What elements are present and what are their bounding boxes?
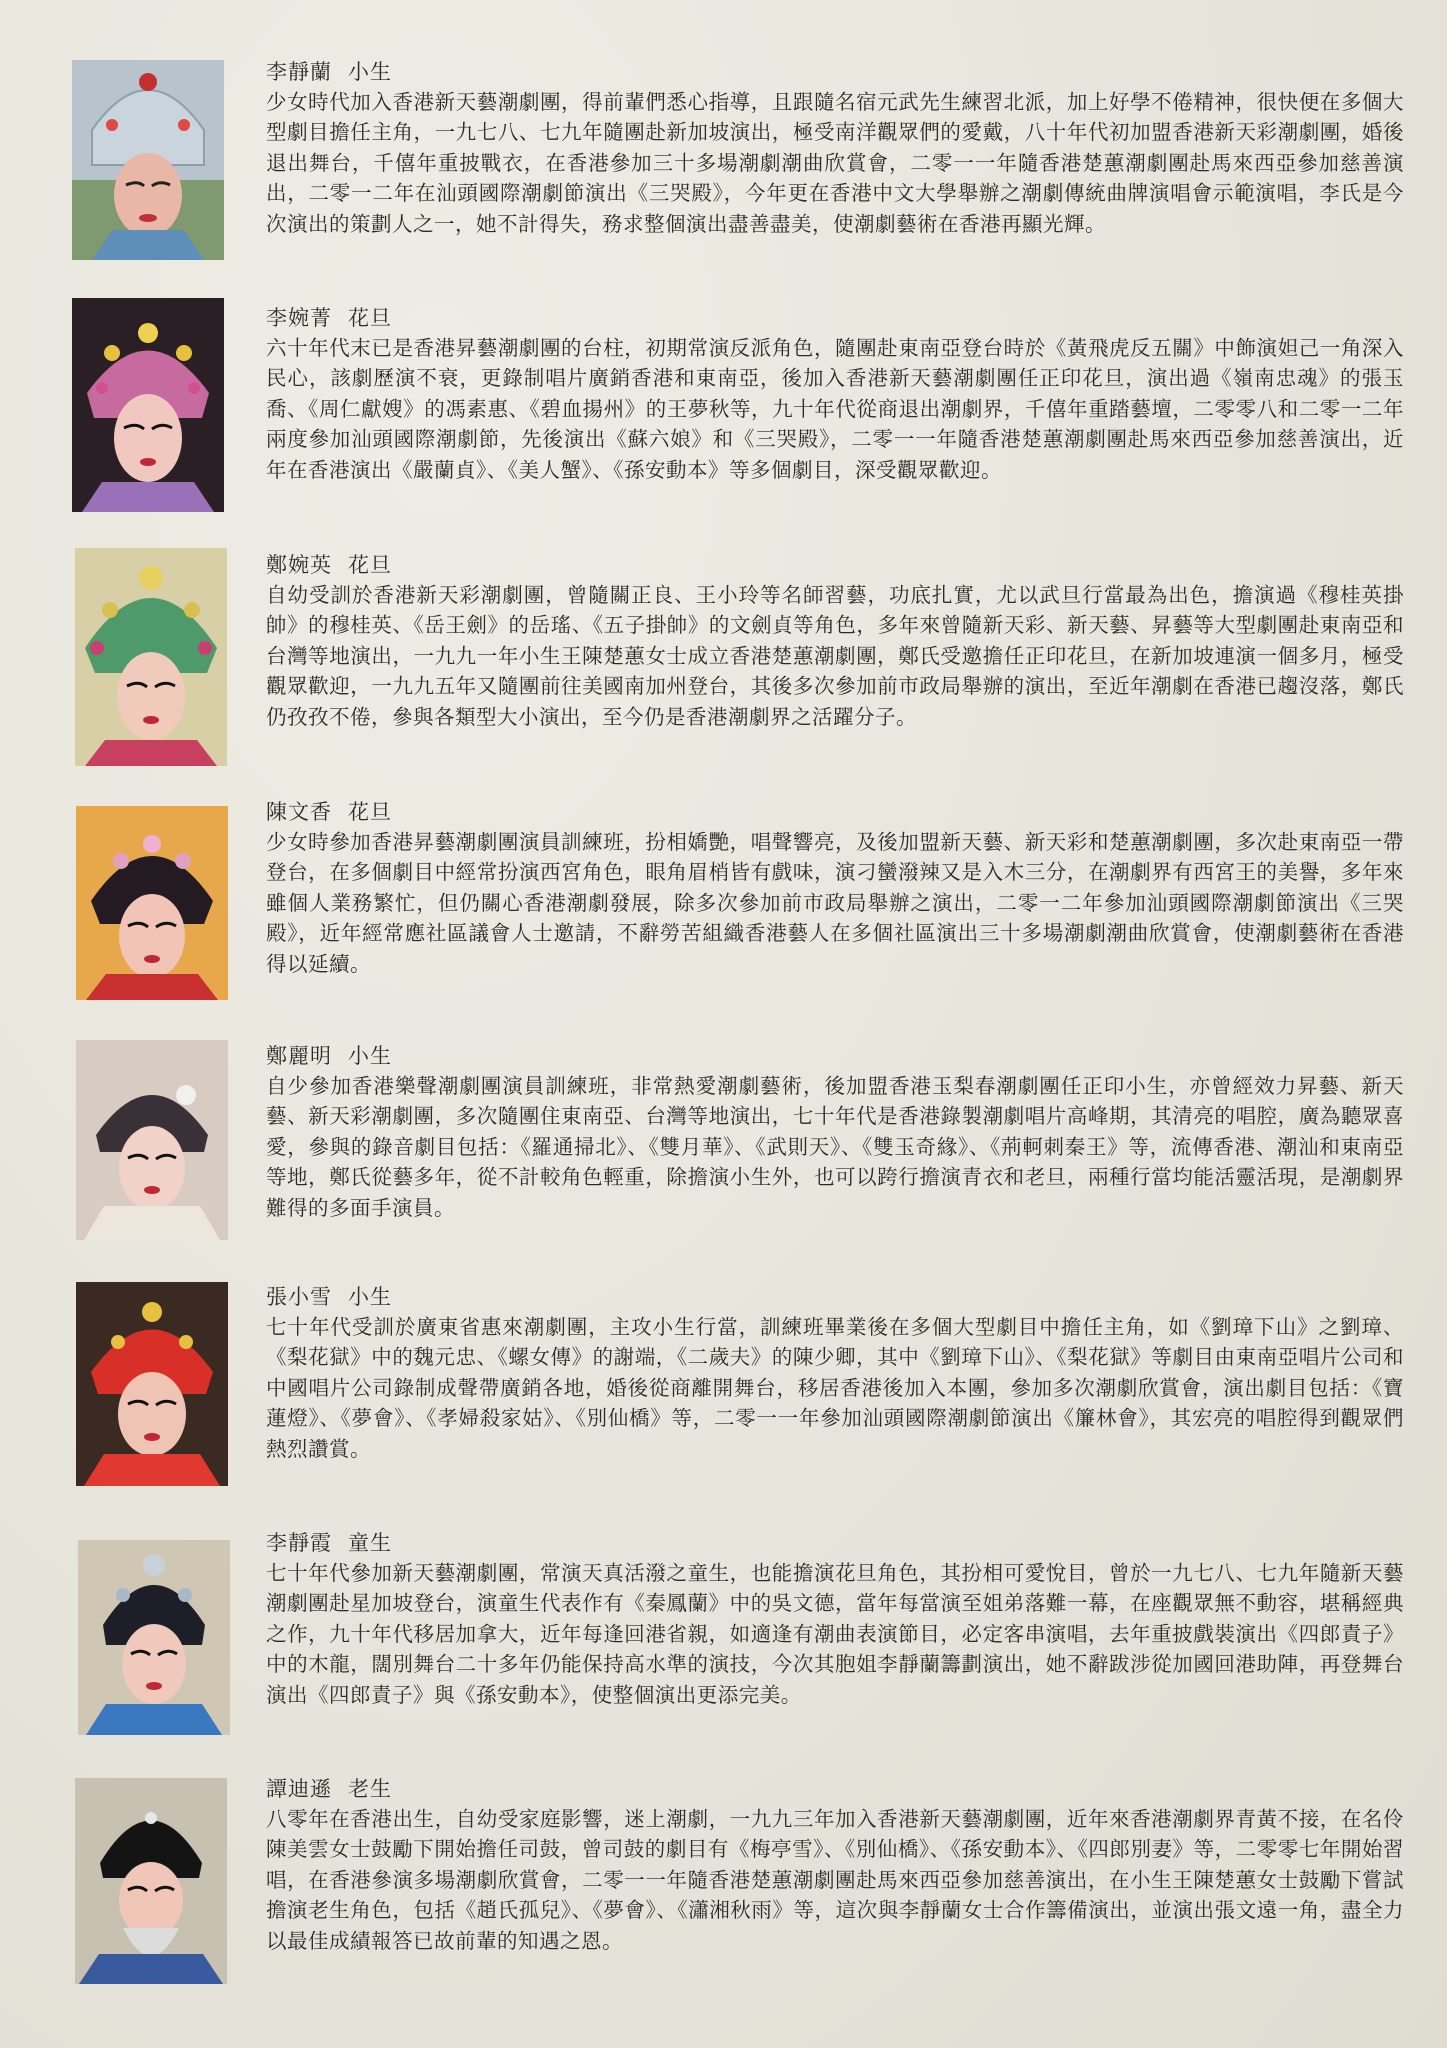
performer-bio: 七十年代受訓於廣東省惠來潮劇團，主攻小生行當，訓練班畢業後在多個大型劇目中擔任主角，如《劉璋下山》之劉璋、《梨花獄》中的魏元忠、《螺女傳》的謝端，《二歲夫》的陳少卿，其中《劉璋下山》、《梨花獄》等劇目由東南亞唱片公司和中國唱片公司錄制成聲帶廣銷各地，婚後從商離開舞台，移居香港後加入本團，參加多次潮劇欣賞會，演出劇目包括：《寶蓮燈》、《夢會》、《孝婦殺家姑》、《別仙橋》等，二零一一年參加汕頭國際潮劇節演出《簾林會》，其宏亮的唱腔得到觀眾們熱烈讚賞。	[266, 1315, 1404, 1461]
performer-bio: 六十年代末已是香港昇藝潮劇團的台柱，初期常演反派角色，隨團赴東南亞登台時於《黃飛虎反五關》中飾演妲己一角深入民心，該劇歷演不衰，更錄制唱片廣銷香港和東南亞，後加入香港新天藝潮劇團任正印花旦，演出過《嶺南忠魂》的張玉喬、《周仁獻嫂》的馮素惠、《碧血揚州》的王夢秋等，九十年代從商退出潮劇界，千僖年重踏藝壇，二零零八和二零一二年兩度參加汕頭國際潮劇節，先後演出《蘇六娘》和《三哭殿》，二零一一年隨香港楚蕙潮劇團赴馬來西亞參加慈善演出，近年在香港演出《嚴蘭貞》、《美人蟹》、《孫安動本》等多個劇目，深受觀眾歡迎。	[266, 336, 1404, 482]
performer-role: 老生	[348, 1777, 392, 1801]
performer-role: 小生	[348, 60, 392, 84]
performer-name: 譚迪遜	[266, 1777, 332, 1801]
performer-name: 李婉菁	[266, 306, 332, 330]
performer-name: 陳文香	[266, 800, 332, 824]
performer-photo	[72, 60, 224, 260]
performer-name: 李靜蘭	[266, 60, 332, 84]
performer-name-line	[266, 550, 1404, 580]
performer-photo	[72, 298, 224, 512]
performer-photo	[78, 1540, 230, 1735]
performer-photo	[75, 1778, 227, 1984]
performer-photo	[75, 548, 227, 766]
opera-headdress-portrait-icon	[72, 60, 224, 260]
performer-role: 小生	[348, 1044, 392, 1068]
performer-role: 花旦	[348, 306, 392, 330]
performer-name: 鄭麗明	[266, 1044, 332, 1068]
performer-photo	[76, 1040, 228, 1240]
opera-headdress-portrait-icon	[72, 298, 224, 512]
performer-bio: 自少參加香港樂聲潮劇團演員訓練班，非常熱愛潮劇藝術，後加盟香港玉梨春潮劇團任正印小生，亦曾經效力昇藝、新天藝、新天彩潮劇團，多次隨團住東南亞、台灣等地演出，七十年代是香港錄製潮劇唱片高峰期，其清亮的唱腔，廣為聽眾喜愛，參與的錄音劇目包括：《羅通掃北》、《雙月華》、《武則天》、《雙玉奇緣》、《荊軻刺秦王》等，流傳香港、潮汕和東南亞等地，鄭氏從藝多年，從不計較角色輕重，除擔演小生外，也可以跨行擔演青衣和老旦，兩種行當均能活靈活現，是潮劇界難得的多面手演員。	[266, 1074, 1404, 1220]
performer-role: 花旦	[348, 800, 392, 824]
performer-name-line	[266, 303, 1404, 333]
performer-bio: 少女時代加入香港新天藝潮劇團，得前輩們悉心指導，且跟隨名宿元武先生練習北派，加上好學不倦精神，很快便在多個大型劇目擔任主角，一九七八、七九年隨團赴新加坡演出，極受南洋觀眾們的愛戴，八十年代初加盟香港新天彩潮劇團，婚後退出舞台，千僖年重披戰衣，在香港參加三十多場潮劇潮曲欣賞會，二零一一年隨香港楚蕙潮劇團赴馬來西亞參加慈善演出，二零一二年在汕頭國際潮劇節演出《三哭殿》，今年更在香港中文大學舉辦之潮劇傳統曲牌演唱會示範演唱，李氏是今次演出的策劃人之一，她不計得失，務求整個演出盡善盡美，使潮劇藝術在香港再顯光輝。	[266, 90, 1404, 236]
performer-bio: 八零年在香港出生，自幼受家庭影響，迷上潮劇，一九九三年加入香港新天藝潮劇團，近年來香港潮劇界青黃不接，在名伶陳美雲女士鼓勵下開始擔任司鼓，曾司鼓的劇目有《梅亭雪》、《別仙橋》、《孫安動本》、《四郎別妻》等，二零零七年開始習唱，在香港參演多場潮劇欣賞會，二零一一年隨香港楚蕙潮劇團赴馬來西亞參加慈善演出，在小生王陳楚蕙女士鼓勵下嘗試擔演老生角色，包括《趙氏孤兒》、《夢會》、《瀟湘秋雨》等，這次與李靜蘭女士合作籌備演出，並演出張文遠一角，盡全力以最佳成績報答已故前輩的知遇之恩。	[266, 1807, 1404, 1953]
opera-headdress-portrait-icon	[75, 548, 227, 766]
opera-headdress-portrait-icon	[78, 1540, 230, 1735]
performer-name-line	[266, 1528, 1404, 1558]
performer-role: 花旦	[348, 553, 392, 577]
opera-headdress-portrait-icon	[76, 806, 228, 1000]
performer-bio: 少女時參加香港昇藝潮劇團演員訓練班，扮相嬌艷，唱聲響亮，及後加盟新天藝、新天彩和楚蕙潮劇團，多次赴東南亞一帶登台，在多個劇目中經常扮演西宮角色，眼角眉梢皆有戲味，演刁蠻潑辣又是入木三分，在潮劇界有西宮王的美譽，多年來雖個人業務繁忙，但仍關心香港潮劇發展，除多次參加前市政局舉辦之演出，二零一二年參加汕頭國際潮劇節演出《三哭殿》，近年經常應社區議會人士邀請，不辭勞苦組織香港藝人在多個社區演出三十多場潮劇潮曲欣賞會，使潮劇藝術在香港得以延續。	[266, 830, 1404, 976]
performer-name: 張小雪	[266, 1285, 332, 1309]
performer-name: 鄭婉英	[266, 553, 332, 577]
performer-bio: 七十年代參加新天藝潮劇團，常演天真活潑之童生，也能擔演花旦角色，其扮相可愛悅目，曾於一九七八、七九年隨新天藝潮劇團赴星加坡登台，演童生代表作有《秦鳳蘭》中的吳文德，當年每當演至姐弟落難一幕，在座觀眾無不動容，堪稱經典之作，九十年代移居加拿大，近年每逢回港省親，如適逢有潮曲表演節目，必定客串演唱，去年重披戲裝演出《四郎責子》中的木龍，闊別舞台二十多年仍能保持高水準的演技，今次其胞姐李靜蘭籌劃演出，她不辭跋涉從加國回港助陣，再登舞台演出《四郎責子》與《孫安動本》，使整個演出更添完美。	[266, 1561, 1404, 1707]
performer-role: 小生	[348, 1285, 392, 1309]
performer-photo	[76, 806, 228, 1000]
performer-photo	[76, 1282, 228, 1486]
performer-name-line	[266, 797, 1404, 827]
performer-name-line	[266, 1041, 1404, 1071]
performer-bio: 自幼受訓於香港新天彩潮劇團，曾隨關正良、王小玲等名師習藝，功底扎實，尤以武旦行當最為出色，擔演過《穆桂英掛帥》的穆桂英、《岳王劍》的岳瑤、《五子掛帥》的文劍貞等角色，多年來曾隨新天彩、新天藝、昇藝等大型劇團赴東南亞和台灣等地演出，一九九一年小生王陳楚蕙女士成立香港楚蕙潮劇團，鄭氏受邀擔任正印花旦，在新加坡連演一個多月，極受觀眾歡迎，一九九五年又隨團前往美國南加州登台，其後多次參加前市政局舉辦的演出，至近年潮劇在香港已趨沒落，鄭氏仍孜孜不倦，參與各類型大小演出，至今仍是香港潮劇界之活躍分子。	[266, 583, 1404, 729]
performer-name: 李靜霞	[266, 1531, 332, 1555]
performer-name-line	[266, 57, 1404, 87]
performer-role: 童生	[348, 1531, 392, 1555]
performer-name-line	[266, 1282, 1404, 1312]
opera-headdress-portrait-icon	[76, 1040, 228, 1240]
opera-headdress-portrait-icon	[75, 1778, 227, 1984]
performer-name-line	[266, 1774, 1404, 1804]
opera-headdress-portrait-icon	[76, 1282, 228, 1486]
